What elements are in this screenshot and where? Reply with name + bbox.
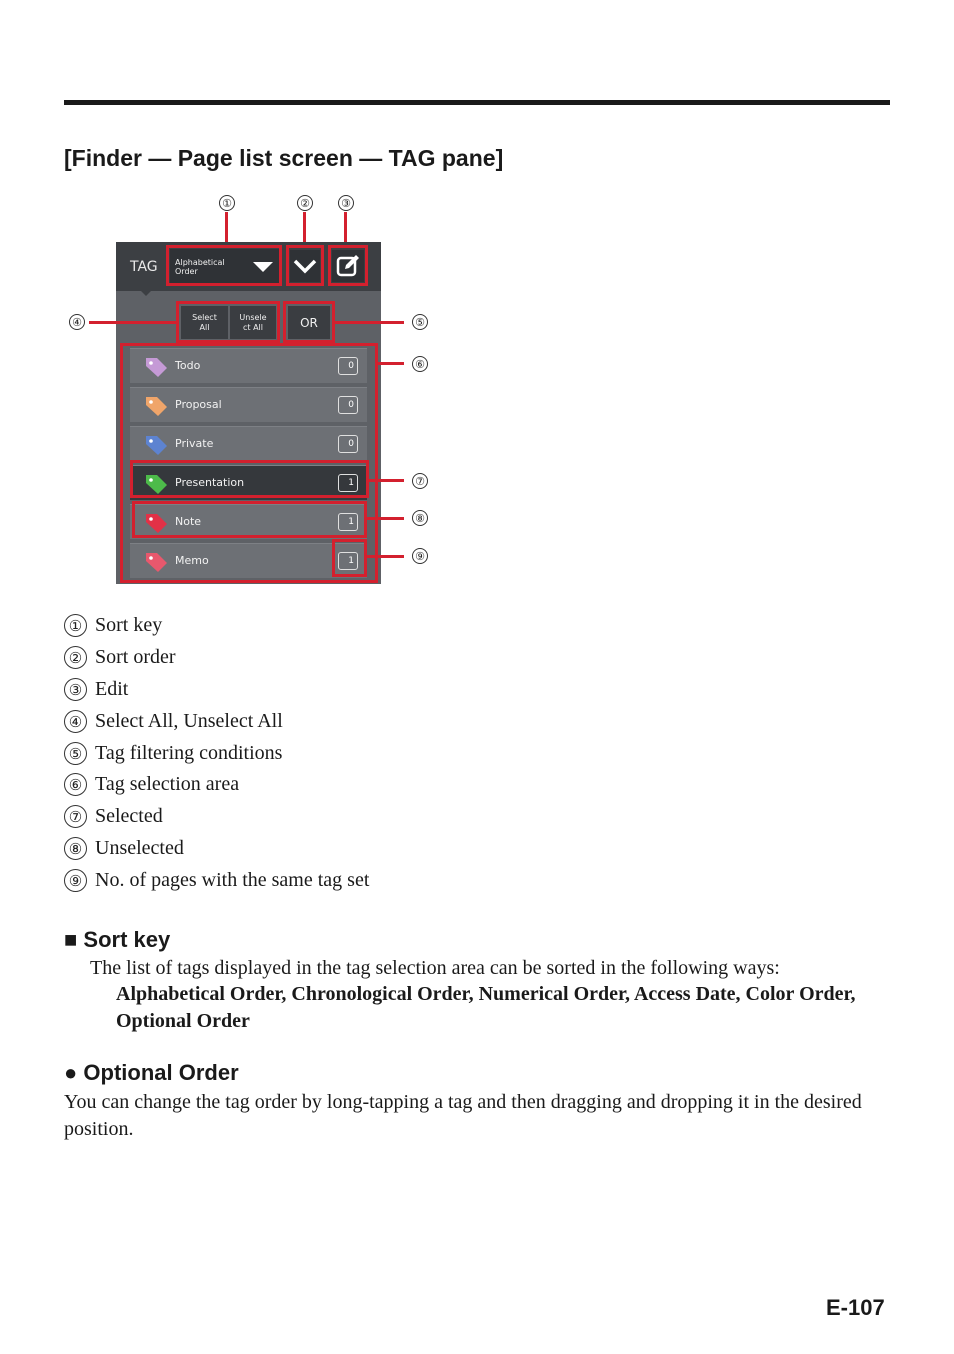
sort-key-options: Alphabetical Order, Chronological Order, Numerical Order, Access Date, Color Order, Optional Order	[116, 983, 856, 1032]
callout-9-box	[332, 539, 367, 577]
legend-item	[64, 646, 176, 669]
callout-8-box	[132, 501, 367, 538]
legend-text: Unselected	[95, 837, 184, 859]
unselect-all-label: Unsele ct All	[239, 312, 267, 332]
callout-5-box	[283, 301, 335, 343]
callout-8-line	[366, 517, 404, 520]
callout-7-line	[368, 479, 404, 482]
callout-5-line	[334, 321, 404, 324]
legend-text: Sort key	[95, 614, 163, 636]
legend-text: Tag selection area	[95, 773, 240, 795]
sort-key-label: Alphabetical Order	[175, 258, 225, 276]
page-count-badge: 0	[338, 435, 358, 453]
legend-item	[64, 710, 283, 733]
sort-key-heading-text: Sort key	[83, 927, 171, 952]
legend-item	[64, 869, 369, 892]
callout-7-box	[130, 460, 369, 498]
callout-3-box	[328, 245, 368, 286]
legend-number: ⑤	[64, 742, 87, 765]
legend-item	[64, 837, 184, 860]
pane-title: TAG	[130, 259, 158, 275]
callout-6-line	[377, 362, 404, 365]
filter-condition-label: OR	[300, 315, 318, 330]
header-caret	[140, 290, 152, 296]
callout-9: ⑨	[412, 548, 428, 564]
sort-key-intro: The list of tags displayed in the tag selection area can be sorted in the following ways:	[90, 957, 780, 979]
legend-item	[64, 773, 239, 796]
section-title: [Finder — Page list screen — TAG pane]	[64, 145, 504, 171]
callout-4-line	[89, 321, 177, 324]
callout-2-line	[303, 212, 306, 246]
callout-1: ①	[219, 195, 235, 211]
optional-order-text: You can change the tag order by long-tapping a tag and then dragging and dropping it in the desired position.	[64, 1091, 862, 1140]
legend-number: ①	[64, 614, 87, 637]
tag-label: Todo	[175, 359, 201, 372]
legend-text: No. of pages with the same tag set	[95, 869, 370, 891]
callout-5: ⑤	[412, 314, 428, 330]
legend-item	[64, 614, 162, 637]
legend-number: ③	[64, 678, 87, 701]
tag-label: Presentation	[175, 476, 245, 489]
legend-number: ⑦	[64, 805, 87, 828]
legend-item	[64, 678, 128, 701]
tag-label: Proposal	[175, 398, 222, 411]
legend-text: Sort order	[95, 646, 176, 668]
legend-number: ⑨	[64, 869, 87, 892]
page-count-badge: 0	[338, 396, 358, 414]
tag-label: Private	[175, 437, 214, 450]
square-bullet-icon: ■	[64, 927, 78, 952]
callout-2: ②	[297, 195, 313, 211]
legend-text: Edit	[95, 678, 129, 700]
page-number: E-107	[826, 1295, 885, 1320]
callout-9-line	[366, 555, 404, 558]
callout-4-box	[176, 301, 280, 343]
callout-1-line	[225, 212, 228, 246]
legend-number: ⑥	[64, 773, 87, 796]
callout-3-line	[344, 212, 347, 246]
optional-order-heading-text: Optional Order	[83, 1060, 239, 1085]
legend-text: Select All, Unselect All	[95, 710, 283, 732]
callout-8: ⑧	[412, 510, 428, 526]
tag-label: Memo	[175, 554, 209, 567]
legend-text: Tag filtering conditions	[95, 742, 283, 764]
callout-6: ⑥	[412, 356, 428, 372]
legend-item	[64, 805, 163, 828]
callout-3: ③	[338, 195, 354, 211]
callout-7: ⑦	[412, 473, 428, 489]
legend-number: ②	[64, 646, 87, 669]
sort-key-heading	[64, 927, 170, 953]
tag-label: Note	[175, 515, 202, 528]
callout-4: ④	[69, 314, 85, 330]
page-count-badge: 1	[338, 513, 358, 531]
legend-number: ⑧	[64, 837, 87, 860]
legend-text: Selected	[95, 805, 163, 827]
callout-1-box	[166, 245, 282, 286]
optional-order-heading	[64, 1060, 239, 1086]
select-all-label: Select All	[192, 312, 217, 332]
legend-item	[64, 742, 282, 765]
legend-number: ④	[64, 710, 87, 733]
page-count-badge: 0	[338, 357, 358, 375]
page-count-badge: 1	[338, 474, 358, 492]
page-count-badge: 1	[338, 552, 358, 570]
top-rule	[64, 100, 890, 105]
circle-bullet-icon: ●	[64, 1060, 78, 1085]
callout-2-box	[286, 245, 324, 286]
